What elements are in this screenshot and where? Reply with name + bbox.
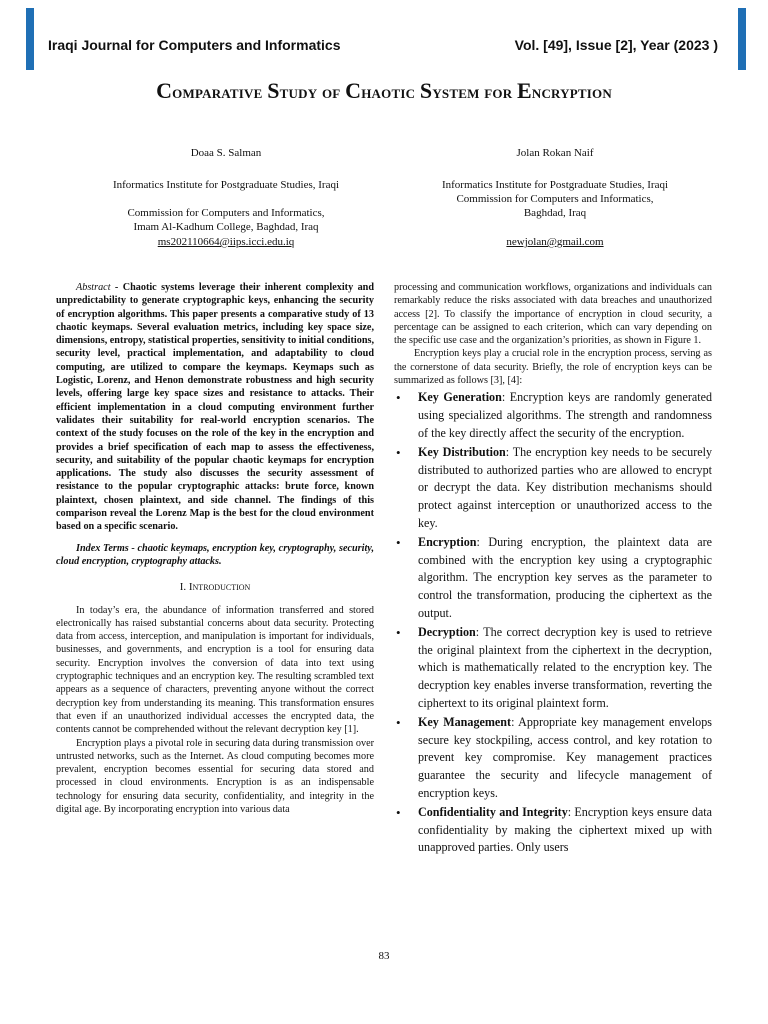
key-roles-list	[394, 389, 712, 857]
author-1-affiliation-1: Informatics Institute for Postgraduate Studies, Iraqi	[112, 179, 340, 191]
bullet-icon: •	[396, 534, 401, 550]
page-number: 83	[378, 950, 390, 962]
list-item: • Decryption: The correct decryption key is used to retrieve the original plaintext from the ciphertext in the decryption, which is mathematically related to the encryption key. The decryption key enables inverse transformation, reverting the ciphertext to its original plaintext form.	[396, 624, 712, 710]
list-item: • Key Generation: Encryption keys are randomly generated using specialized algorithms. The strength and randomness of the key directly affect the security of the encryption.	[396, 390, 712, 440]
bullet-icon: •	[396, 804, 401, 820]
bullet-icon: •	[396, 624, 401, 640]
paper-title: Comparative Study of Chaotic System for Encryption	[156, 78, 612, 103]
index-terms: Index Terms - chaotic keymaps, encryption key, cryptography, security, cloud encryption, cryptography attacks.	[56, 542, 374, 567]
author-name-1: Doaa S. Salman	[190, 147, 262, 159]
bullet-icon: •	[396, 390, 401, 406]
intro-paragraph-2: Encryption plays a pivotal role in securing data during transmission over untrusted networks, such as the Internet. As cloud computing becomes more prevalent, encryption becomes essential for securing data stored and processed in cloud environments. Encryption is as an indispensable technology for ensuring data security, confidentiality, and integrity in the digital age. By incorporating encryption into various data	[56, 737, 374, 815]
section-heading-introduction: I. Introduction	[179, 581, 251, 594]
list-item: • Encryption: During encryption, the plaintext data are combined with the encryption key using a cryptographic algorithm. The encryption key serves as the parameter to control the transformation, producing the ciphertext as the output.	[396, 534, 712, 620]
abstract-label: Abstract	[76, 282, 111, 293]
bullet-icon: •	[396, 714, 401, 730]
bullet-icon: •	[396, 444, 401, 460]
author-2-affiliation: Informatics Institute for Postgraduate Studies, Iraqi Commission for Computers and Informatics, Baghdad, Iraq	[441, 179, 669, 219]
author-1-affiliation-2: Commission for Computers and Informatics, Imam Al-Kadhum College, Baghdad, Iraq	[127, 207, 325, 233]
author-1-email[interactable]: ms202110664@iips.icci.edu.iq	[157, 236, 295, 248]
list-item: • Confidentiality and Integrity: Encryption keys ensure data confidentiality by making the ciphertext mixed up with unapproved parties. Only users	[396, 804, 712, 855]
author-name-2: Jolan Rokan Naif	[516, 147, 594, 159]
list-item: • Key Distribution: The encryption key needs to be securely distributed to authorized parties who are allowed to encrypt or decrypt the data. Key distribution mechanisms should protect against interception or unauthorized access to the key.	[396, 444, 713, 530]
journal-name: Iraqi Journal for Computers and Informatics	[48, 37, 341, 53]
intro-paragraph-1: In today’s era, the abundance of information transferred and stored electronically has raised substantial concerns about data security. Protecting data from access, interception, and manipulation is important for individuals, businesses, and governments, and encryption is a tool for ensuring data security. Encryption involves the conversion of data into text using cryptographic techniques and an encryption key. The resulting scrambled text appears as a sequence of characters, preventing anyone without the correct decryption key from understanding its meaning. This transformation ensures that even if an unauthorized individual accesses the encrypted data, the contents cannot be comprehended without the relevant decryption key [1].	[56, 604, 374, 736]
header-accent-bar-right	[738, 8, 746, 70]
right-paragraph-1: processing and communication workflows, organizations and individuals can remarkably reduce the risks associated with data breaches and unauthorized access [2]. To classify the importance of encryption in cloud security, a percentage can be assigned to each criterion, which can vary depending on the specific use case and the organization’s priorities, as shown in Figure 1.	[394, 282, 712, 347]
right-paragraph-2: Encryption keys play a crucial role in the encryption process, serving as the cornerstone of data security. Briefly, the role of encryption keys can be summarized as follows [3], [4]:	[394, 348, 712, 387]
right-column	[394, 281, 712, 858]
list-item: • Key Management: Appropriate key management envelops secure key stockpiling, access control, and key rotation to prevent key compromise. Key management practices guarantee the security and lifecycle management of encryption keys.	[396, 714, 712, 800]
left-column	[56, 281, 374, 816]
author-2-email[interactable]: newjolan@gmail.com	[506, 236, 604, 248]
header-accent-bar-left	[26, 8, 34, 70]
issue-info: Vol. [49], Issue [2], Year (2023 )	[514, 37, 718, 53]
abstract: Abstract - Chaotic systems leverage their inherent complexity and unpredictability to generate cryptographic keys, enhancing the security of encryption algorithms. This paper presents a comparative study of 13 chaotic keymaps. Several evaluation metrics, including key space size, dimensions, entropy, statistical properties, sensitivity to initial conditions, security level, practical implementation, and adaptability to cloud computing, are utilized to compare the keymaps. Keymaps such as Logistic, Lorenz, and Henon demonstrate robustness and high security levels, offering large key space sizes and resistance to attacks. Their efficient implementation in a cloud computing environment further validates their suitability for real-world encryption scenarios. The context of the study focuses on the role of the key in the encryption and provides a brief specification of each map to assess the effectiveness, security, and suitability of the popular chaotic keymaps for encryption applications. The study also discusses the security assessment of resistance to the popular cryptographic attacks: brute force, known plaintext, chosen plaintext, and side channel. The findings of this comparison reveal the Lorenz Map is the best for the cloud environment based on a specific scenario.	[56, 282, 375, 533]
